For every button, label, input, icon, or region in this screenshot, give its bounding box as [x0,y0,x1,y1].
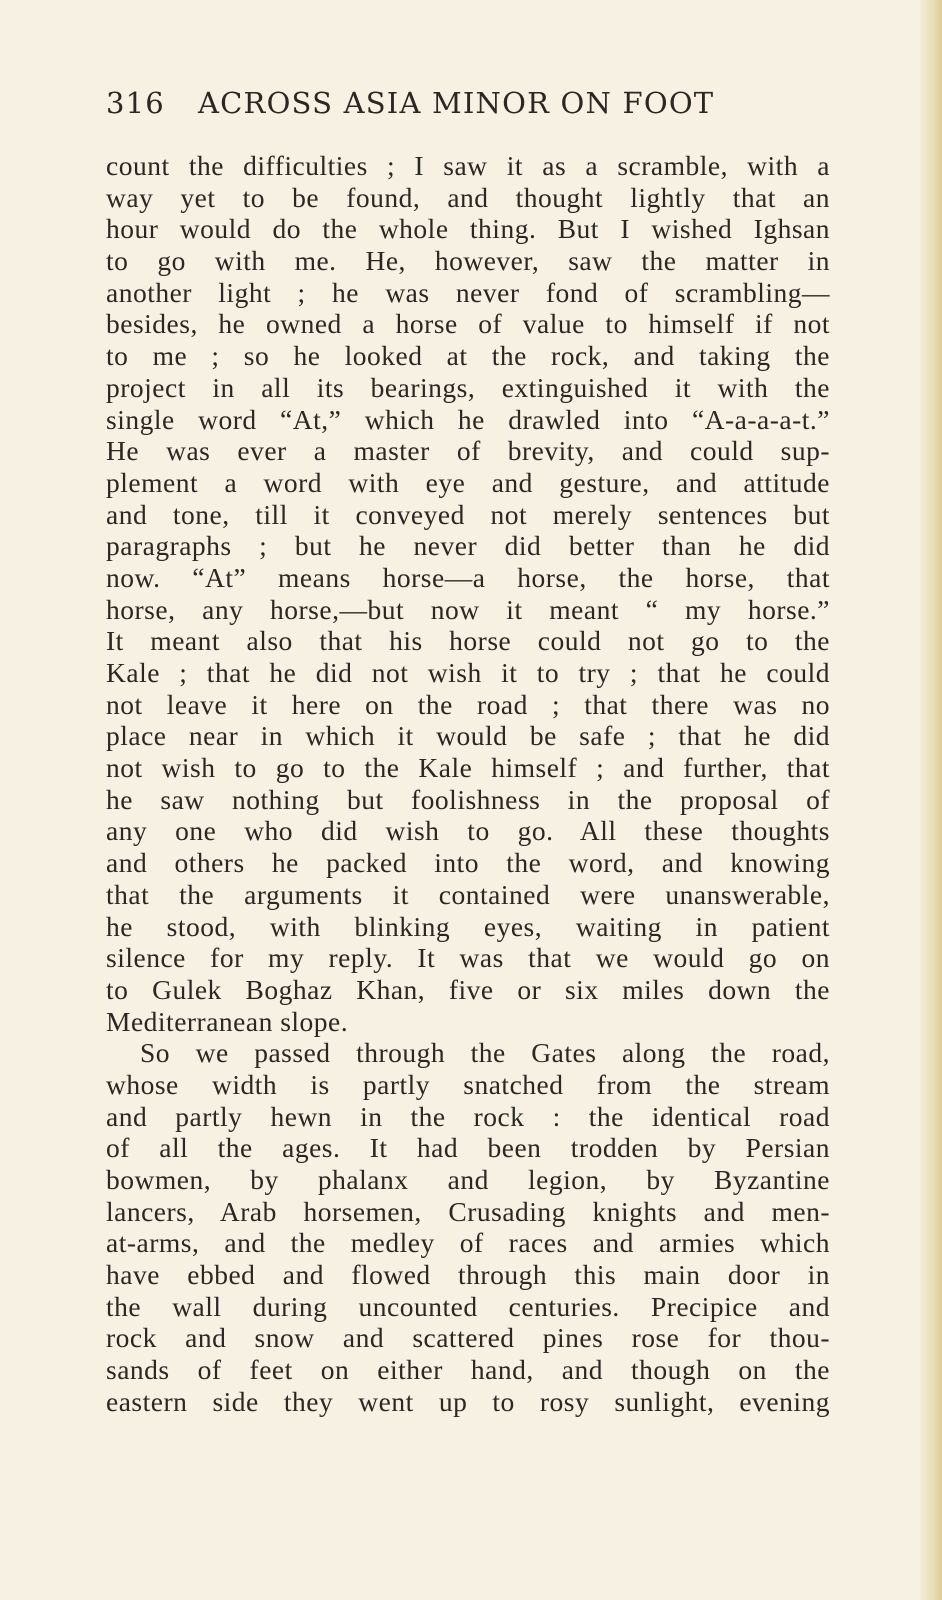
text-line: He was ever a master of brevity, and could sup- [106,435,830,467]
text-line: paragraphs ; but he never did better than he did [106,530,830,562]
text-line: place near in which it would be safe ; that he did [106,720,830,752]
text-line: whose width is partly snatched from the stream [106,1068,830,1100]
text-line: besides, he owned a horse of value to himself if not [106,308,830,340]
text-line: to me ; so he looked at the rock, and taking the [106,340,830,372]
page-number: 316 [106,86,165,120]
text-line: project in all its bearings, extinguished it with the [106,371,830,403]
text-line: at-arms, and the medley of races and armies which [106,1227,830,1259]
text-line: that the arguments it contained were unanswerable, [106,878,830,910]
paragraph-2 [106,1037,830,1417]
text-line: horse, any horse,—but now it meant “ my horse.” [106,593,830,625]
text-line: another light ; he was never fond of scrambling— [106,276,830,308]
text-line: now. “At” means horse—a horse, the horse, that [106,561,830,593]
text-line: bowmen, by phalanx and legion, by Byzantine [106,1164,830,1195]
text-line: rock and snow and scattered pines rose for thou- [106,1322,830,1354]
text-line: have ebbed and flowed through this main door in [106,1259,830,1291]
text-line: single word “At,” which he drawled into “A-a-a-a-t.” [106,403,830,435]
text-line: not wish to go to the Kale himself ; and further, that [106,752,830,784]
text-line: Kale ; that he did not wish it to try ; that he could [106,657,830,688]
book-title: ACROSS ASIA MINOR ON FOOT [198,86,715,120]
text-line: It meant also that his horse could not go to the [106,625,830,657]
text-line: sands of feet on either hand, and though on the [106,1354,830,1386]
text-line: he stood, with blinking eyes, waiting in patient [106,910,830,942]
page-edge-shading [920,0,942,1600]
text-line: lancers, Arab horsemen, Crusading knights and men- [106,1195,830,1227]
text-line: not leave it here on the road ; that there was no [106,688,830,720]
text-line: and partly hewn in the rock : the identical road [106,1100,830,1132]
text-line: eastern side they went up to rosy sunlight, evening [106,1385,830,1417]
book-page [106,86,830,1418]
text-line: silence for my reply. It was that we would go on [106,942,830,974]
text-line: plement a word with eye and gesture, and attitude [106,466,830,498]
text-line: to go with me. He, however, saw the matter in [106,245,830,277]
text-line: any one who did wish to go. All these thoughts [106,815,830,847]
text-line: he saw nothing but foolishness in the proposal of [106,783,830,815]
text-line: the wall during uncounted centuries. Precipice and [106,1290,830,1322]
paragraph-1 [106,150,830,1037]
text-line: and others he packed into the word, and knowing [106,847,830,879]
text-line: Mediterranean slope. [106,1005,349,1037]
text-line: hour would do the whole thing. But I wished Ighsan [106,213,830,245]
text-line: to Gulek Boghaz Khan, five or six miles down the [106,973,830,1005]
text-line: count the difficulties ; I saw it as a scramble, with a [106,150,830,181]
text-line: So we passed through the Gates along the road, [140,1037,830,1069]
text-line: way yet to be found, and thought lightly that an [106,181,830,213]
text-line: of all the ages. It had been trodden by Persian [106,1132,830,1164]
text-line: and tone, till it conveyed not merely sentences but [106,498,830,530]
running-head [106,86,830,132]
